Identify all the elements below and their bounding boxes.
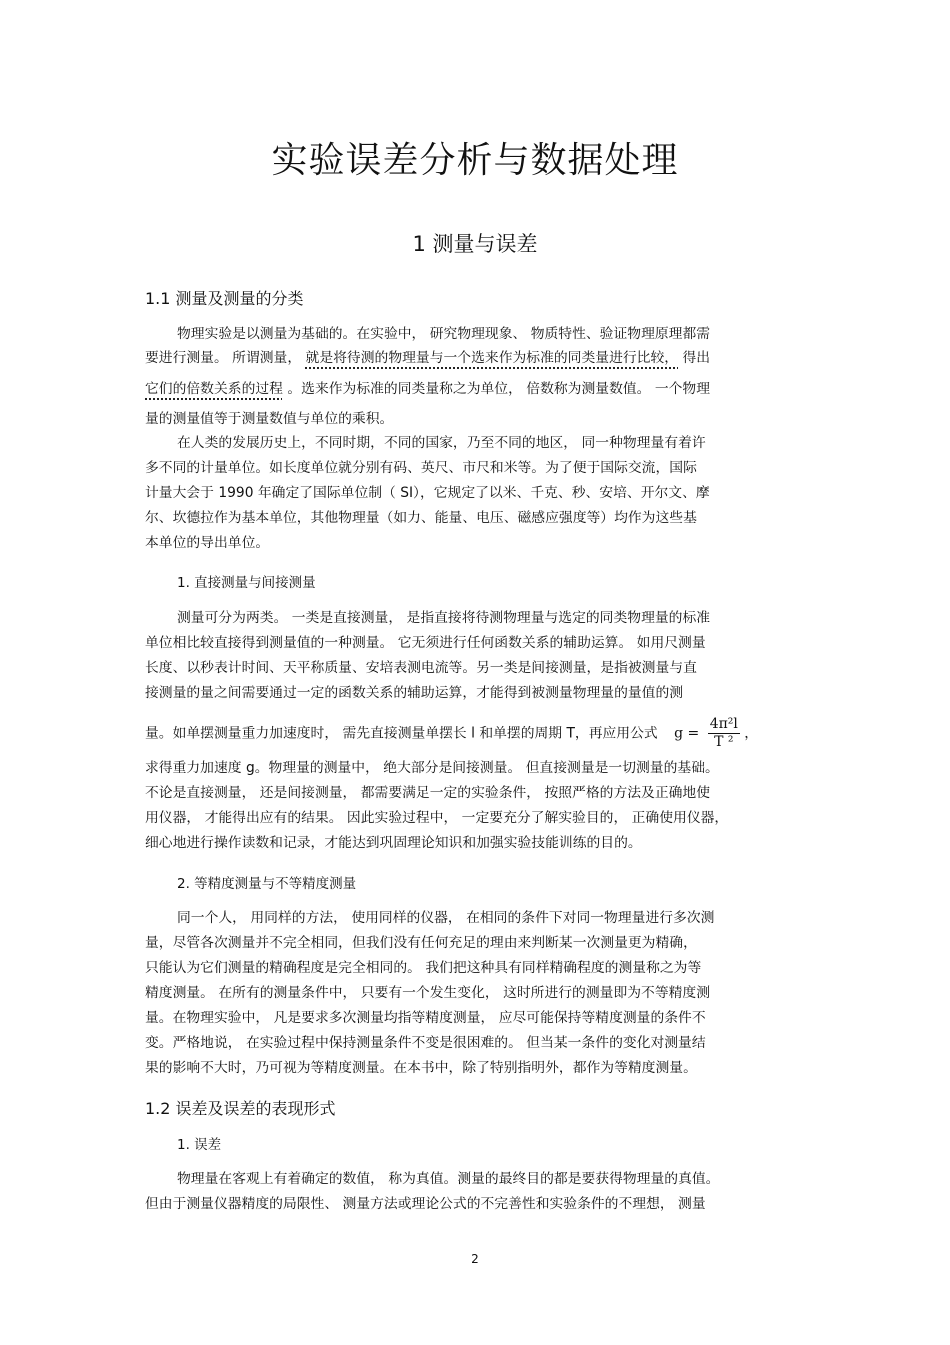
formula-numerator: 4π²l [709,716,738,732]
emphasis-dotted: 就是将待测的物理量与一个选来作为标准的同类量进行比较， [305,350,679,366]
chapter-heading: 1 测量与误差 [412,232,538,256]
paragraph-line: 物理量在客观上有着确定的数值， 称为真值。测量的最终目的都是要获得物理量的真值。 [177,1171,720,1187]
subsection-heading: 1. 直接测量与间接测量 [177,575,316,591]
paragraph-line: 变。严格地说， 在实验过程中保持测量条件不变是很困难的。 但当某一条件的变化对测量结 [145,1035,706,1051]
paragraph-line: 物理实验是以测量为基础的。在实验中， 研究物理现象、 物质特性、验证物理原理都需 [177,326,711,342]
paragraph-line: 在人类的发展历史上，不同时期，不同的国家，乃至不同的地区， 同一种物理量有着许 [177,435,706,451]
paragraph-line: 果的影响不大时，乃可视为等精度测量。在本书中，除了特别指明外，都作为等精度测量。 [145,1060,697,1076]
document-title: 实验误差分析与数据处理 [271,140,679,181]
paragraph-line: 但由于测量仪器精度的局限性、 测量方法或理论公式的不完善性和实验条件的不理想， 测量 [145,1196,706,1212]
paragraph-line: 尔、坎德拉作为基本单位，其他物理量（如力、能量、电压、磁感应强度等）均作为这些基 [145,510,697,526]
pendulum-formula: g = $\frac{\text{4π²l}}{\text{T ²}}$ [674,716,738,750]
paragraph-line: 量，尽管各次测量并不完全相同，但我们没有任何充足的理由来判断某一次测量更为精确， [145,935,697,951]
subsection-heading: 1. 误差 [177,1137,222,1153]
paragraph-line: 要进行测量。 所谓测量， 就是将待测的物理量与一个选来作为标准的同类量进行比较， 得出 [145,350,711,366]
section-heading-1-2: 1.2 误差及误差的表现形式 [145,1099,336,1118]
paragraph-line: 多不同的计量单位。如长度单位就分别有码、英尺、市尺和米等。为了便于国际交流，国际 [145,460,697,476]
paragraph-line: 精度测量。 在所有的测量条件中， 只要有一个发生变化， 这时所进行的测量即为不等精度测 [145,985,711,1001]
paragraph-line: 它们的倍数关系的过程 。选来作为标准的同类量称之为单位， 倍数称为测量数值。 一个物理 [145,381,711,397]
paragraph-line: 同一个人， 用同样的方法， 使用同样的仪器， 在相同的条件下对同一物理量进行多次测 [177,910,715,926]
paragraph-line-with-formula: 量。如单摆测量重力加速度时， 需先直接测量单摆长 l 和单摆的周期 T，再应用公式 g = $\frac{\text{4π²l}}{\text{T ²}}$ ， [145,716,759,750]
paragraph-line: 本单位的导出单位。 [145,535,270,551]
paragraph-line: 测量可分为两类。 一类是直接测量， 是指直接将待测物理量与选定的同类物理量的标准 [177,610,711,626]
formula-denominator: T ² [714,734,734,750]
emphasis-dotted: 它们的倍数关系的过程 [145,381,283,397]
section-heading-1-1: 1.1 测量及测量的分类 [145,289,304,308]
subsection-heading: 2. 等精度测量与不等精度测量 [177,876,357,892]
page-number: 2 [471,1252,479,1266]
paragraph-line: 细心地进行操作读数和记录，才能达到巩固理论知识和加强实验技能训练的目的。 [145,835,642,851]
paragraph-line: 长度、以秒表计时间、天平称质量、安培表测电流等。另一类是间接测量，是指被测量与直 [145,660,697,676]
paragraph-line: 不论是直接测量， 还是间接测量， 都需要满足一定的实验条件， 按照严格的方法及正确地使 [145,785,711,801]
paragraph-line: 求得重力加速度 g。物理量的测量中， 绝大部分是间接测量。 但直接测量是一切测量的基础。 [145,760,719,776]
paragraph-line: 量的测量值等于测量数值与单位的乘积。 [145,411,394,427]
paragraph-line: 用仪器， 才能得出应有的结果。 因此实验过程中， 一定要充分了解实验目的， 正确使用仪器， [145,810,729,826]
paragraph-line: 只能认为它们测量的精确程度是完全相同的。 我们把这种具有同样精确程度的测量称之为等 [145,960,702,976]
paragraph-line: 单位相比较直接得到测量值的一种测量。 它无须进行任何函数关系的辅助运算。 如用尺测量 [145,635,706,651]
paragraph-line: 计量大会于 1990 年确定了国际单位制（ SI），它规定了以米、千克、秒、安培、开尔文、摩 [145,485,710,501]
paragraph-line: 量。在物理实验中， 凡是要求多次测量均指等精度测量， 应尽可能保持等精度测量的条件不 [145,1010,706,1026]
paragraph-line: 接测量的量之间需要通过一定的函数关系的辅助运算，才能得到被测量物理量的量值的测 [145,685,684,701]
